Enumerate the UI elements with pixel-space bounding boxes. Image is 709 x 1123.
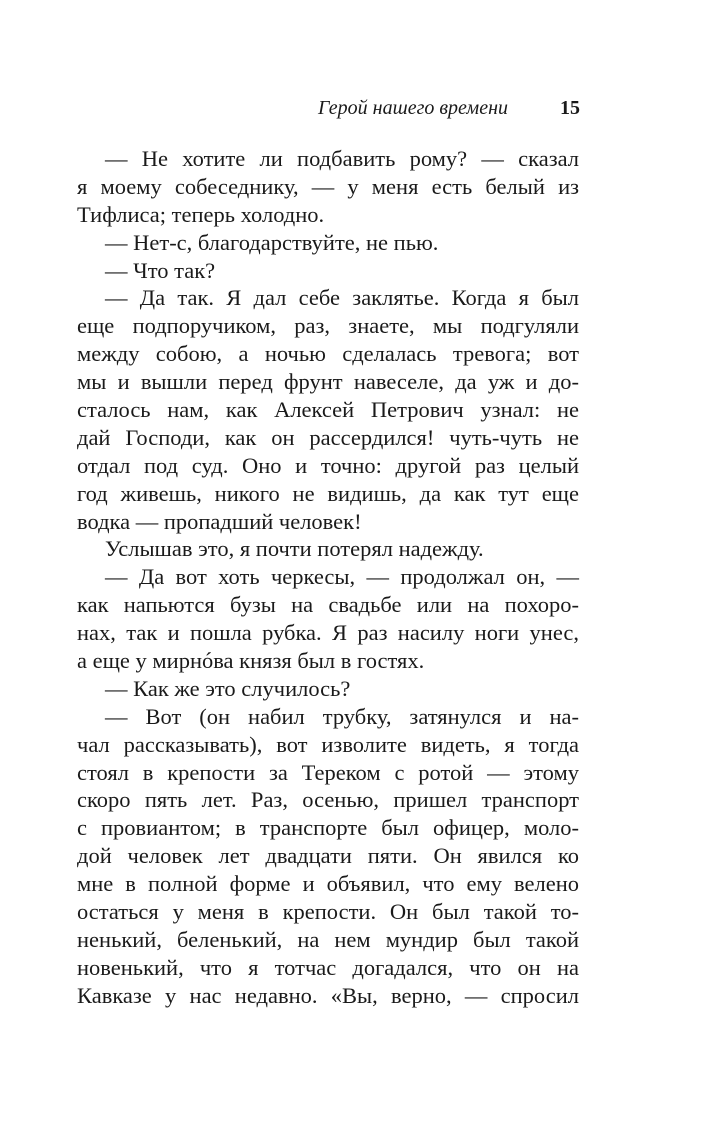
text-line: ненький, беленький, на нем мундир был такой	[77, 926, 579, 952]
text-line: мне в полной форме и объявил, что ему велено	[77, 871, 579, 897]
text-line: между собою, а ночью сделалась тревога; вот	[77, 341, 579, 367]
text-line: год живешь, никого не видишь, да как тут еще	[77, 480, 579, 506]
text-line: Кавказе у нас недавно. «Вы, верно, — спросил	[77, 982, 579, 1008]
text-line: я моему собеседнику, — у меня есть белый из	[77, 173, 579, 199]
text-line: новенький, что я тотчас догадался, что он на	[77, 954, 579, 980]
text-line: скоро пять лет. Раз, осенью, пришел транспорт	[77, 787, 579, 813]
text-line: — Нет-с, благодарствуйте, не пью.	[105, 229, 439, 255]
text-line: — Вот (он набил трубку, затянулся и на-	[105, 703, 579, 729]
text-line: дой человек лет двадцати пяти. Он явился ко	[77, 843, 579, 869]
text-line: — Как же это случилось?	[105, 675, 351, 701]
text-line: а еще у мирнóва князя был в гостях.	[77, 648, 425, 674]
text-line: — Да вот хоть черкесы, — продолжал он, —	[105, 564, 579, 590]
text-line: — Что так?	[105, 257, 216, 283]
text-line: сталось нам, как Алексей Петрович узнал: не	[77, 397, 579, 423]
text-line: — Да так. Я дал себе заклятье. Когда я был	[105, 285, 579, 311]
text-line: как напьются бузы на свадьбе или на похоро-	[77, 592, 579, 618]
body-text	[77, 145, 579, 1010]
text-line: — Не хотите ли подбавить рому? — сказал	[105, 146, 579, 171]
text-line: водка — пропадший человек!	[77, 508, 362, 534]
text-line: с провиантом; в транспорте был офицер, моло-	[77, 815, 579, 841]
text-line: Услышав это, я почти потерял надежду.	[105, 536, 484, 562]
text-line: отдал под суд. Оно и точно: другой раз целый	[77, 452, 579, 478]
text-line: чал рассказывать), вот изволите видеть, я тогда	[77, 731, 579, 757]
text-line: еще подпоручиком, раз, знаете, мы подгуляли	[77, 313, 579, 339]
text-line: дай Господи, как он рассердился! чуть-чуть не	[77, 424, 579, 450]
text-line: Тифлиса; теперь холодно.	[77, 201, 325, 227]
text-line: стоял в крепости за Тереком с ротой — этому	[77, 759, 579, 785]
text-line: остаться у меня в крепости. Он был такой то-	[77, 899, 579, 925]
page-number: 15	[560, 97, 580, 119]
running-title: Герой нашего времени	[318, 97, 508, 119]
text-line: мы и вышли перед фрунт навеселе, да уж и до-	[77, 369, 579, 395]
page-header	[0, 95, 580, 121]
text-line: нах, так и пошла рубка. Я раз насилу ноги унес,	[77, 620, 579, 646]
